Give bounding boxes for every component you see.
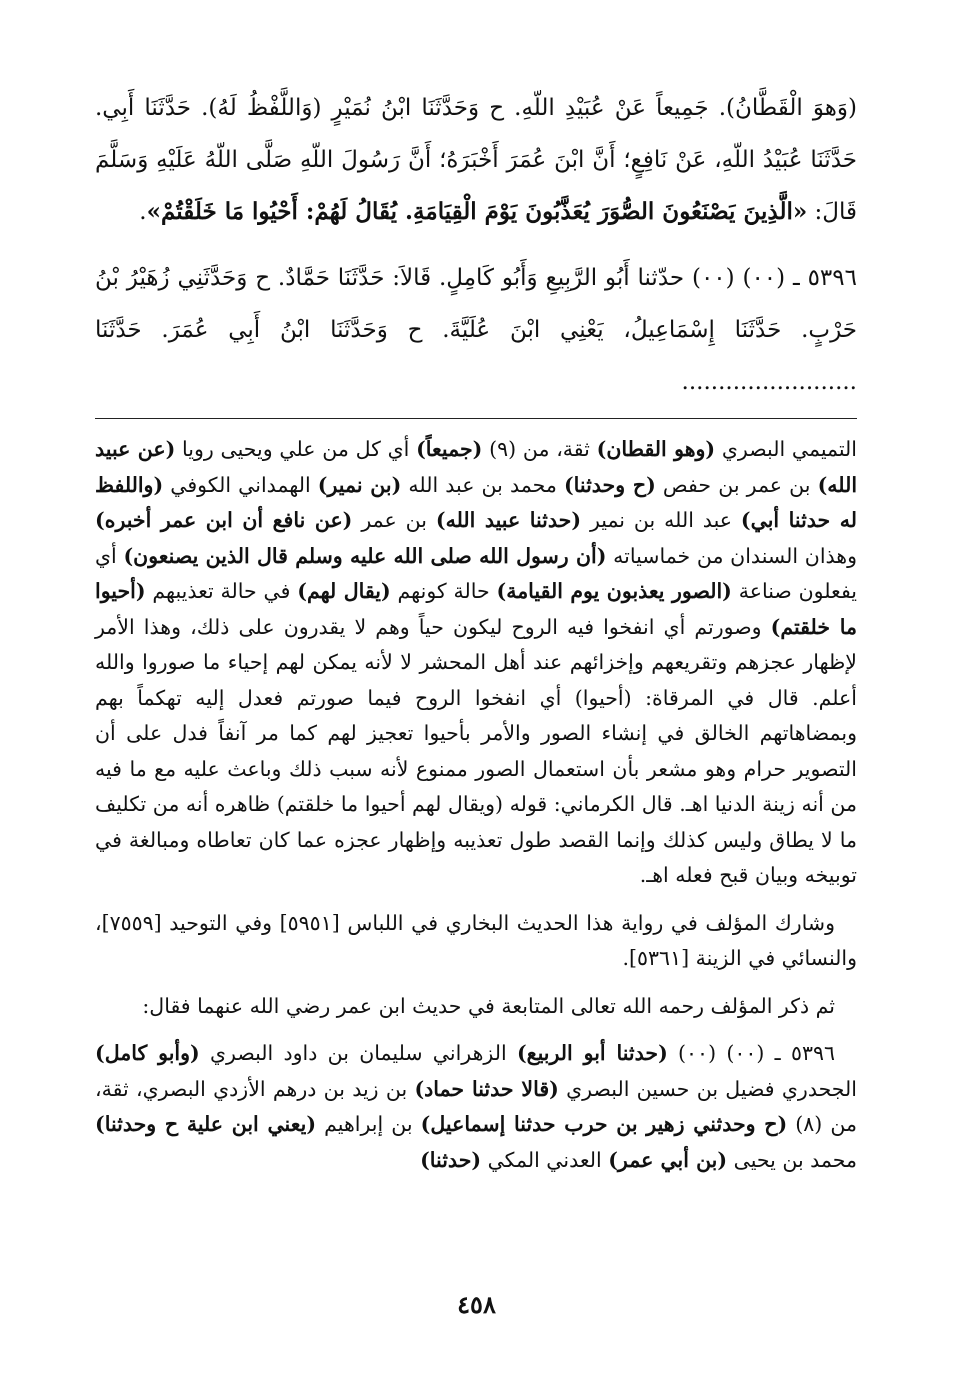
bold-segment: (واللفظ له حدثنا أبي) [95,472,858,532]
bold-segment: (عن عبيد الله) [95,437,858,497]
bold-segment: (أحيوا ما خلقتم) [95,579,857,639]
bold-segment: (وهو القطان) [596,437,716,461]
footnote-divider [95,418,857,419]
bold-segment: (ح وحدثني زهير بن حرب حدثنا إسماعيل) [420,1112,788,1136]
text-segment: بن عمر [352,508,436,532]
text-segment: وصورتم أي انفخوا فيه الروح ليكون حياً وهم لا يقدرون على ذلك، وهذا الأمر لإظهار عجزهم وتقريعهم وإخزائهم عند أهل المحشر لا لأنه يمكن لهم إحياء ما صوروا والله أعلم. قال في المرقاة: (أحيوا) أي انفخوا الروح فيما صورتم فعدل إليه تهكماً بهم وبمضاهاتهم الخالق في إنشاء الصور والأمر بأحيوا تعجيز لهم كما مر آنفاً فدل على أن التصوير حرام وهو مشعر بأن استعمال الصور ممنوع لأنه سبب ذلك وباعث عليه مع ما فيه من أنه زينة الدنيا اهـ. قال الكرماني: قوله (ويقال لهم أحيوا ما خلقتم) ظاهره أنه من تكليف ما لا يطاق وليس كذلك وإنما القصد طول تعذيبه وإظهار عجزه عما كان تعاطاه ومبالغة في توبيخه وبيان قبح فعله اهـ. [95,614,857,887]
hadith-paragraph-2: ٥٣٩٦ ـ (٠٠) (٠٠) حدّثنا أَبُو الرَّبِيعِ وَأَبُو كَامِلٍ. قَالاَ: حَدَّثَنَا حَمَّادٌ. ح وَحَدَّثَنِي زُهَيْرُ بْنُ حَرْبٍ. حَدَّثَنَا إِسْمَاعِيلُ، يَعْنِي ابْنَ عُلَيَّةَ. ح وَحَدَّثَنَا ابْنُ أَبِي عُمَرَ. حَدَّثَنَا ........................ [95,265,857,395]
text-segment: ثقة، من (٩) [482,437,597,461]
page-number: ٤٥٨ [457,1290,496,1319]
text-segment: أي يفعلون صناعة [95,543,858,603]
bold-segment: (بن أبي عمر) [608,1147,728,1172]
text-segment: محمد بن يحيى [727,1147,857,1172]
bold-segment: (جميعاً) [416,437,483,461]
bold-segment: (الصور يعذبون يوم القيامة) [496,579,732,603]
bold-segment: (بن نمير) [317,472,402,497]
bold-segment: (ح وحدثنا) [563,472,656,497]
text-segment: عبد الله بن نمير [581,508,741,532]
text-segment: الجحدري فضيل بن حسين البصري [558,1076,857,1101]
text-segment: . [139,199,147,225]
text-segment: التميمي البصري [715,437,857,461]
text-segment: بن إبراهيم [316,1112,421,1136]
bold-segment: (حدثنا) [420,1147,482,1172]
text-segment: الزهراني سليمان بن داود البصري [199,1041,517,1065]
bold-segment: (عن نافع أن ابن عمر أخبره) [95,508,353,532]
text-segment: في حالة تعذيبهم [145,579,298,603]
text-segment: بن عمر بن حفص [655,472,818,497]
text-segment: الهمداني الكوفي [163,472,318,497]
bold-segment: (حدثنا عبيد الله) [435,508,582,532]
text-segment: حالة كونهم [390,579,497,603]
commentary-text [95,432,857,1190]
hadith-paragraph-1 [95,82,857,238]
bold-segment: (قالا حدثنا حماد) [414,1076,559,1101]
text-segment: وهذان السندان من خماسياته [606,543,858,568]
commentary-paragraph-2: وشارك المؤلف في رواية هذا الحديث البخاري في اللباس [٥٩٥١] وفي التوحيد [٧٥٥٩]، والنسائي في الزينة [٥٣٦١]. [95,910,857,970]
bold-segment: (حدثنا أبو الربيع) [516,1041,668,1065]
text-segment: ٥٣٩٦ ـ (٠٠) (٠٠) [667,1041,835,1065]
bold-segment: «الَّذِينَ يَصْنَعُونَ الصُّوَرَ يُعَذَّبُونَ يَوْمَ الْقِيَامَةِ. يُقَالُ لَهُمْ: أَحْيُوا مَا خَلَقْتُمْ» [146,198,808,225]
bold-segment: (أن رسول الله صلى الله عليه وسلم قال الذين يصنعون) [123,543,607,568]
text-segment: (وَهوَ الْقَطَّانُ). جَمِيعاً عَنْ عُبَيْدِ اللّهِ. ح وَحَدَّثَنَا ابْنُ نُمَيْرٍ (وَاللَّفْظُ لَهُ). حَدَّثَنَا أَبِي. حَدَّثَنَا عُبَيْدُ اللّهِ، عَنْ نَافِعٍ؛ أَنَّ ابْنَ عُمَرَ أَخْبَرَهُ؛ أَنَّ رَسُولَ اللّهِ صَلَّى اللّهُ عَلَيْهِ وَسَلَّمَ قَالَ: [95,95,857,225]
hadith-text [95,82,857,408]
commentary-paragraph-1 [95,432,857,894]
commentary-paragraph-3: ثم ذكر المؤلف رحمه الله تعالى المتابعة في حديث ابن عمر رضي الله عنهما فقال: [142,993,835,1018]
bold-segment: (وأبو كامل) [95,1041,200,1065]
text-segment: بن زيد بن درهم الأزدي البصري، ثقة، من (٨) [95,1076,857,1136]
text-segment: أي كل من علي ويحيى رويا [175,437,417,461]
text-segment: محمد بن عبد الله [401,472,564,497]
commentary-paragraph-4 [95,1036,857,1178]
bold-segment: (يعني ابن علية ح وحدثنا) [95,1112,317,1136]
bold-segment: (يقال لهم) [297,579,391,603]
text-segment: العدني المكي [481,1147,609,1172]
